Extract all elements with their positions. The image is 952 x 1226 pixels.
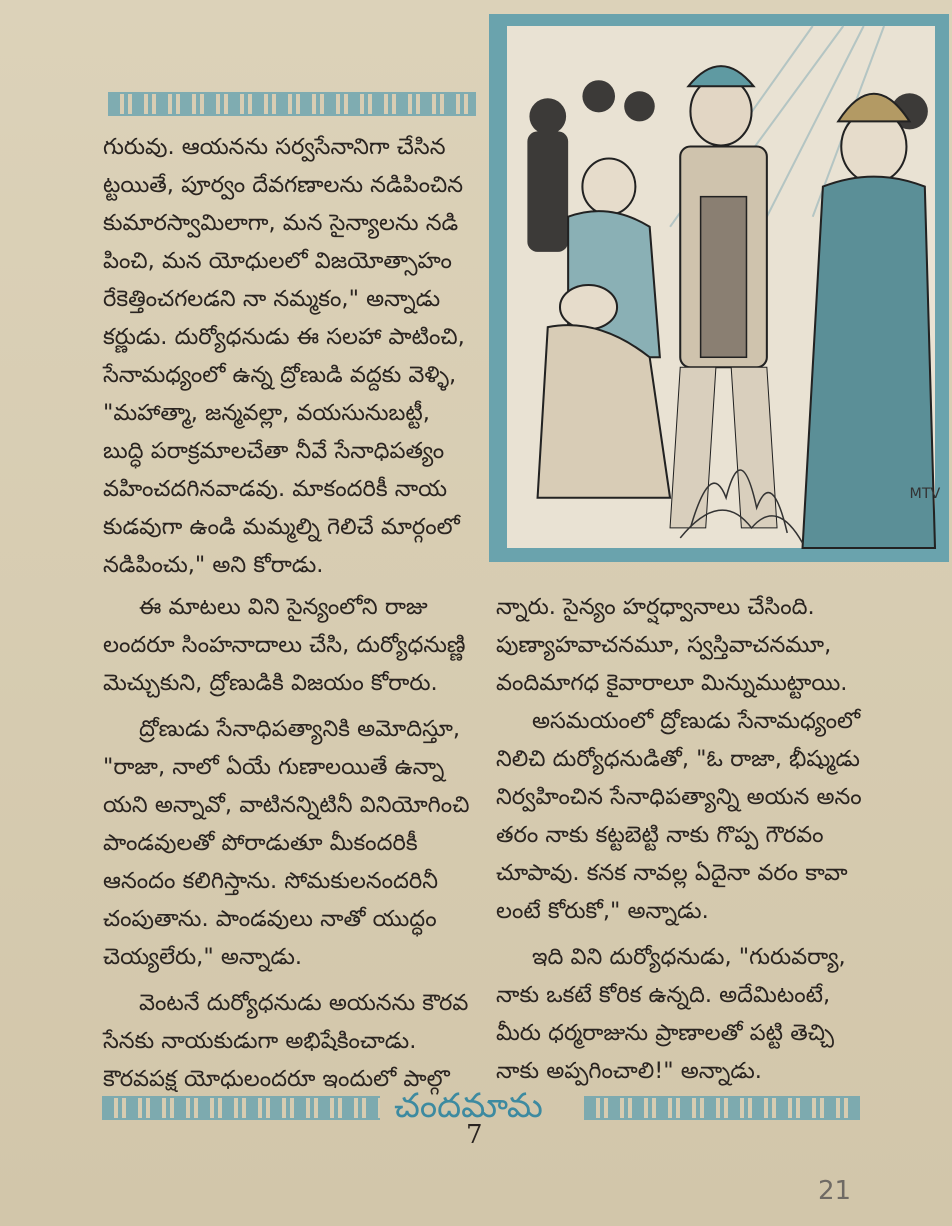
text-line: వెంటనే దుర్యోధనుడు అయనను కౌరవ [139, 990, 469, 1016]
text-line: నాకు ఒకటే కోరిక ఉన్నది. అదేమిటంటే, [496, 982, 831, 1008]
text-line: లంటే కోరుకో," అన్నాడు. [496, 898, 709, 924]
column-right [496, 588, 876, 1090]
artist-signature: MTV [909, 485, 941, 502]
text-line: "రాజా, నాలో ఏయే గుణాలయితే ఉన్నా [103, 754, 445, 780]
text-line: న్నారు. సైన్యం హర్షధ్వానాలు చేసింది. [496, 594, 815, 620]
text-line: నిలిచి దుర్యోధనుడితో, "ఓ రాజా, భీష్ముడు [496, 746, 860, 772]
text-line: ట్టయితే, పూర్వం దేవగణాలను నడిపించిన [103, 172, 464, 198]
text-line: ఈ మాటలు విని సైన్యంలోని రాజు [139, 594, 428, 620]
text-line: కుడవుగా ఉండి మమ్మల్ని గెలిచే మార్గంలో [103, 514, 460, 540]
text-line: నిర్వహించిన సేనాధిపత్యాన్ని అయన అనం [496, 784, 862, 810]
text-line: ఆనందం కలిగిస్తాను. సోమకులనందరినీ [103, 868, 439, 894]
story-illustration [489, 14, 949, 562]
text-line: సేనామధ్యంలో ఉన్న ద్రోణుడి వద్దకు వెళ్ళి, [103, 362, 457, 388]
text-line: పుణ్యాహవాచనమూ, స్వస్తివాచనమూ, [496, 632, 832, 658]
text-line: కుమారస్వామిలాగా, మన సైన్యాలను నడి [103, 210, 459, 236]
corner-page-mark: 21 [818, 1176, 852, 1206]
text-line: బుద్ధి పరాక్రమాలచేతా నీవే సేనాధిపత్యం [103, 438, 445, 464]
column-left-top [103, 128, 483, 584]
text-line: సేనకు నాయకుడుగా అభిషేకించాడు. [103, 1028, 417, 1054]
illustration-drawing [507, 26, 941, 548]
text-line: నడిపించు," అని కోరాడు. [103, 552, 324, 578]
text-line: కర్ణుడు. దుర్యోధనుడు ఈ సలహా పాటించి, [103, 324, 465, 350]
text-line: కౌరవపక్ష యోధులందరూ ఇందులో పాల్గొ [103, 1066, 450, 1092]
text-line: గురువు. ఆయనను సర్వసేనానిగా చేసిన [103, 134, 446, 160]
decorative-border-top [108, 92, 476, 116]
decorative-border-footer-right [584, 1096, 860, 1120]
magazine-title: చందమామ [394, 1086, 543, 1126]
text-line: మెచ్చుకుని, ద్రోణుడికి విజయం కోరారు. [103, 670, 438, 696]
text-line: పించి, మన యోధులలో విజయోత్సాహం [103, 248, 452, 274]
text-line: యని అన్నావో, వాటినన్నిటినీ వినియోగించి [103, 792, 470, 818]
text-line: నాకు అప్పగించాలి!" అన్నాడు. [496, 1058, 762, 1084]
text-line: తరం నాకు కట్టబెట్టి నాకు గొప్ప గౌరవం [496, 822, 824, 848]
text-line: వహించదగినవాడవు. మాకందరికీ నాయ [103, 476, 448, 502]
text-line: అసమయంలో ద్రోణుడు సేనామధ్యంలో [532, 708, 861, 734]
text-line: చంపుతాను. పాండవులు నాతో యుద్ధం [103, 906, 437, 932]
text-line: మీరు ధర్మరాజును ప్రాణాలతో పట్టి తెచ్చి [496, 1020, 834, 1046]
text-line: చూపావు. కనక నావల్ల ఏదైనా వరం కావా [496, 860, 848, 886]
text-line: ఇది విని దుర్యోధనుడు, "గురువర్యా, [532, 944, 846, 970]
decorative-border-footer-left [102, 1096, 380, 1120]
text-line: లందరూ సింహనాదాలు చేసి, దుర్యోధనుణ్ణి [103, 632, 466, 658]
page-number: 7 [466, 1120, 483, 1150]
text-line: వందిమాగధ కైవారాలూ మిన్నుముట్టాయి. [496, 670, 848, 696]
column-left-bottom [103, 588, 483, 1098]
text-line: ద్రోణుడు సేనాధిపత్యానికి అమోదిస్తూ, [139, 716, 461, 742]
text-line: "మహాత్మా, జన్మవల్లా, వయసునుబట్టీ, [103, 400, 430, 426]
text-line: చెయ్యలేరు," అన్నాడు. [103, 944, 303, 970]
text-line: రేకెత్తించగలడని నా నమ్మకం," అన్నాడు [103, 286, 441, 312]
text-line: పాండవులతో పోరాడుతూ మీకందరికీ [103, 830, 418, 856]
